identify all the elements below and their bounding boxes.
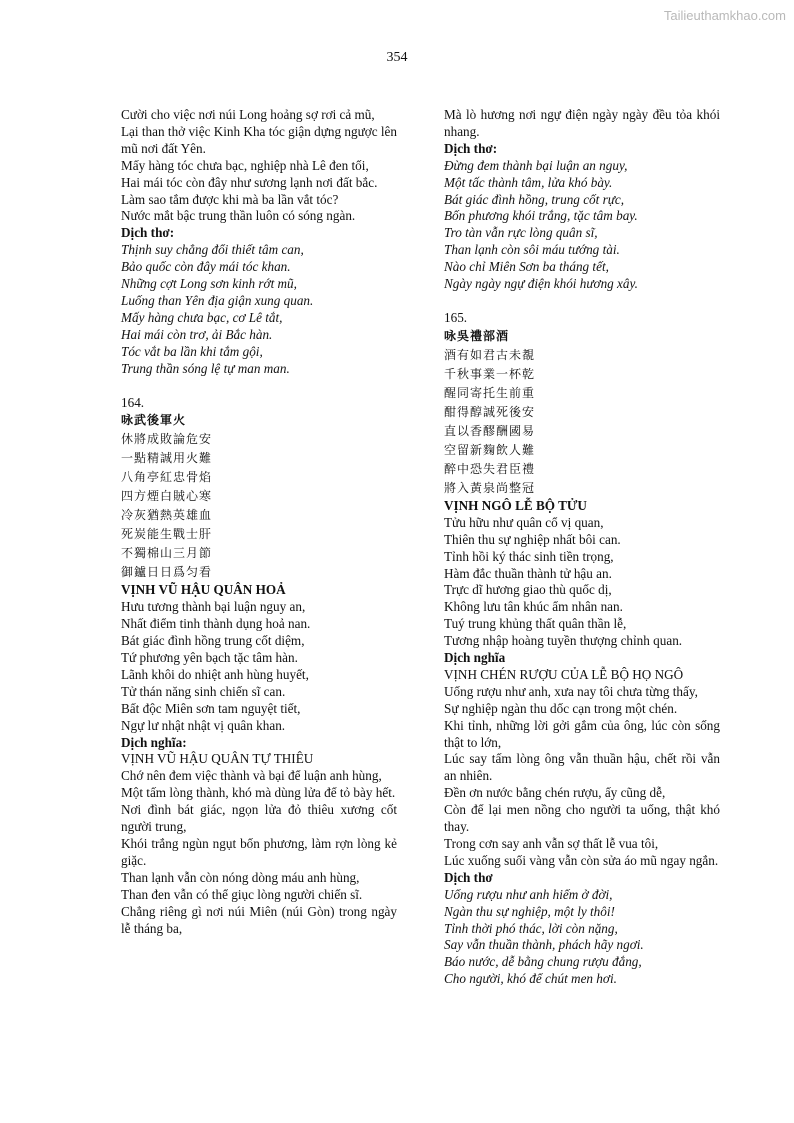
text-line: Thiên thu sự nghiệp nhất bôi can. [444,531,621,547]
dich-tho-label: Dịch thơ [444,869,493,885]
text-line: Tứ phương yên bạch tặc tâm hàn. [121,650,298,666]
text-line: Bát giác đình hồng, trung cốt rực, [444,191,625,207]
watermark: Tailieuthamkhao.com [663,8,786,23]
viet-title: VỊNH NGÔ LỄ BỘ TỬU [444,497,587,513]
text-line: Tuý trung khủng thất quân thần lễ, [444,616,627,632]
han-title: 咏武後軍火 [121,413,187,428]
text-line: Mấy hàng tóc chưa bạc, nghiệp nhà Lê đen tối, [121,157,369,173]
text-line: 御鑪日日爲匀看 [121,565,213,580]
text-line: Hai mái tóc còn đây như sương lạnh nơi đất bắc. [121,174,378,190]
viet-title: VỊNH VŨ HẬU QUÂN HOẢ [121,582,286,598]
spacer [444,293,720,310]
text-line: Than đen vẫn có thể giục lòng người chiến sĩ. [121,886,363,902]
dich-tho-label: Dịch thơ: [444,140,498,156]
text-line: Bát giác đình hồng trung cốt diệm, [121,633,305,649]
text-line: Chẳng riêng gì nơi núi Miên (núi Gòn) trong ngày lễ tháng ba, [121,903,397,936]
left-column [121,107,397,937]
text-line: Một tấc thành tâm, lửa khó bày. [444,174,613,190]
text-line: Tóc vắt ba lần khi tắm gội, [121,343,263,359]
right-intro [444,107,720,141]
text-line: Khi tỉnh, những lời gởi gắm của ông, lúc còn sống thật to lớn, [444,717,720,750]
text-line: Đền ơn nước bằng chén rượu, ấy cũng dễ, [444,785,666,801]
text-line: Thịnh suy chẳng đổi thiết tâm can, [121,242,304,258]
text-line: Bốn phương khói trắng, tặc tâm bay. [444,208,638,224]
text-line: Trực dĩ hương giao thù quốc dị, [444,582,612,598]
text-line: Uống rượu như anh, xưa nay tôi chưa từng thấy, [444,683,698,699]
dich-tho [444,887,720,988]
text-line: Tương nhập hoàng tuyền thượng chỉnh quan. [444,633,683,649]
han-poem [121,430,397,582]
text-line: Ngàn thu sự nghiệp, một ly thôi! [444,903,615,919]
text-line: 醉中恐失君臣禮 [444,461,536,476]
right-dich-tho [444,158,720,293]
text-line: Mà lò hương nơi ngự điện ngày ngày đều tỏa khói nhang. [444,107,720,139]
text-line: Cười cho việc nơi núi Long hoảng sợ rơi cả mũ, [121,107,375,122]
text-line: 直以香醪酬國易 [444,423,536,438]
text-line: Lúc say tấm lòng ông vẫn thuần hậu, chết rồi vẫn an nhiên. [444,751,720,784]
text-line: Tửu hữu như quân cổ vị quan, [444,514,604,530]
dich-nghia [121,768,397,937]
text-line: Lúc xuống suối vàng vẫn còn sửa áo mũ ngay ngắn. [444,852,719,868]
text-line: Mấy hàng chưa bạc, cơ Lê tắt, [121,309,283,325]
text-line: 千秋事業一杯乾 [444,366,536,381]
han-poem [444,346,720,498]
text-line: Những cợt Long sơn kinh rớt mũ, [121,276,297,292]
text-line: 四方煙白賊心寒 [121,489,213,504]
text-line: Tỉnh hồi ký thác sinh tiền trọng, [444,548,614,564]
dich-nghia-label: Dịch nghĩa [444,650,506,666]
text-line: 空留新麴飲人難 [444,442,536,457]
text-line: Khói trắng ngùn ngụt bốn phương, làm rợn lòng kẻ giặc. [121,836,397,868]
left-intro [121,107,397,225]
text-line: Tro tàn vẫn rực lòng quân sĩ, [444,225,598,241]
text-line: 酒有如君古未覩 [444,347,536,362]
text-line: Cho người, khó để chút men hơi. [444,971,617,987]
dich-nghia-label: Dịch nghĩa: [121,734,187,750]
text-line: Nào chỉ Miên Sơn ba tháng tết, [444,259,609,275]
text-line: Luống than Yên địa giận xung quan. [121,292,314,308]
text-line: Hàm đắc thuần thành tử hậu an. [444,565,612,581]
viet-poem [121,599,397,734]
text-line: Than lạnh còn sôi máu tướng tài. [444,242,620,258]
text-line: 不獨棉山三月節 [121,546,213,561]
text-line: Còn để lại men nồng cho người ta uống, thật khó thay. [444,802,720,835]
poem-number: 164. [121,394,145,410]
page-number: 354 [386,50,408,65]
text-line: Bất độc Miên sơn tam nguyệt tiết, [121,700,301,716]
text-line: 死炭能生戰士肝 [121,527,213,542]
text-line: Hai mái còn trơ, ải Bắc hàn. [121,326,273,342]
text-line: Không lưu tân khúc ẩm nhân nan. [444,599,623,615]
text-line: Ngày ngày ngự điện khói hương xây. [444,276,638,292]
left-dich-tho [121,242,397,377]
text-line: Ngự lư nhật nhật vị quân khan. [121,717,286,733]
text-line: Sự nghiệp ngàn thu dốc cạn trong một chén. [444,700,678,716]
text-line: Làm sao tắm được khi mà ba lần vắt tóc? [121,191,339,207]
dich-nghia-title: VỊNH VŨ HẬU QUÂN TỰ THIÊU [121,751,314,767]
text-line: Chớ nên đem việc thành và bại để luận anh hùng, [121,768,382,784]
dich-nghia-title: VỊNH CHÉN RƯỢU CỦA LỄ BỘ HỌ NGÔ [444,666,684,682]
text-line: 一點精誠用火難 [121,451,213,466]
text-line: Uống rượu như anh hiếm ở đời, [444,886,613,902]
dich-nghia [444,684,720,870]
text-line: Đừng đem thành bại luận an nguy, [444,157,628,173]
text-line: Báo nước, dễ bằng chung rượu đắng, [444,954,642,970]
spacer [121,378,397,395]
dich-tho-label: Dịch thơ: [121,225,175,241]
poem-number: 165. [444,309,468,325]
text-line: Nhất điểm tinh thành dụng hoả nan. [121,616,311,632]
right-column [444,107,720,988]
text-line: Nơi đình bát giác, ngọn lửa đỏ thiêu xương cốt người trung, [121,802,397,835]
text-line: Trung thần sóng lệ tự man man. [121,360,290,376]
text-line: Nước mắt bậc trung thần luôn có sóng ngàn. [121,208,356,224]
text-line: 將入黃泉尚整冠 [444,480,536,495]
viet-poem [444,515,720,650]
text-line: Lại than thở việc Kinh Kha tóc giận dựng ngược lên mũ nơi đất Yên. [121,123,397,156]
text-line: Than lạnh vẫn còn nóng dòng máu anh hùng, [121,869,360,885]
text-line: Hưu tương thành bại luận nguy an, [121,599,306,615]
text-line: Tỉnh thời phó thác, lời còn nặng, [444,920,618,936]
text-line: 醒同寄托生前重 [444,385,536,400]
text-line: Lãnh khôi do nhiệt anh hùng huyết, [121,666,309,682]
text-line: 八角亭紅忠骨焰 [121,470,213,485]
text-line: Say vẫn thuần thành, phách hãy ngơi. [444,937,644,953]
text-line: 酣得醇誠死後安 [444,404,536,419]
text-line: Bảo quốc còn đây mái tóc khan. [121,259,291,275]
text-line: 休將成敗論危安 [121,432,213,447]
han-title: 咏吳禮部酒 [444,328,510,343]
text-line: Trong cơn say anh vẫn sợ thất lễ vua tôi, [444,836,659,851]
text-line: Tử thán năng sinh chiến sĩ can. [121,683,286,699]
text-line: 冷灰猶熱英雄血 [121,508,213,523]
text-line: Một tấm lòng thành, khó mà dùng lửa để tỏ bày hết. [121,785,396,801]
